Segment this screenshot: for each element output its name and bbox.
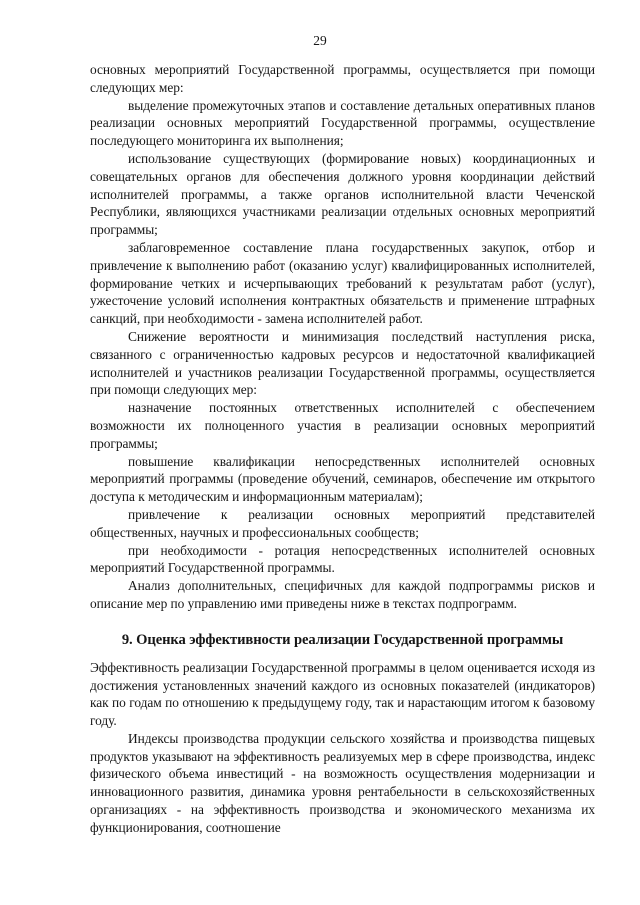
paragraph-continuation: основных мероприятий Государственной программы, осуществляется при помощи следующих мер: — [90, 62, 595, 95]
paragraph-efficiency-indices: Индексы производства продукции сельского хозяйства и производства пищевых продуктов указывают на эффективность реализуемых мер в сфере производства, индекс физического объема инвестиций - на возможность осуществления модернизации и инновационного развития, динамика уровня рентабельности в сельскохозяйственных организациях - на эффективность производства и экономического механизма их функционирования, соотношение — [90, 730, 595, 835]
paragraph-measure-stages: выделение промежуточных этапов и составление детальных оперативных планов реализации основных мероприятий Государственной программы, осуществление последующего мониторинга их выполнения; — [90, 97, 595, 149]
paragraph-measure-qualification: повышение квалификации непосредственных исполнителей основных мероприятий программы (проведение обучений, семинаров, обеспечение им открытого доступа к методическим и информационным материалам); — [90, 453, 595, 505]
paragraph-measure-coordination: использование существующих (формирование новых) координационных и совещательных органов для обеспечения должного уровня координации действий исполнителей программы, а также органов исполнительной власти Чеченской Республики, являющихся участниками реализации отдельных основных мероприятий программы; — [90, 150, 595, 238]
document-body — [90, 61, 595, 837]
paragraph-risk-analysis: Анализ дополнительных, специфичных для каждой подпрограммы рисков и описание мер по управлению ими приведены ниже в текстах подпрограмм. — [90, 578, 595, 611]
page-number: 29 — [313, 33, 327, 48]
paragraph-efficiency-overview: Эффективность реализации Государственной программы в целом оценивается исходя из достижения установленных значений каждого из основных показателей (индикаторов) как по годам по отношению к предыдущему году, так и нарастающим итогом к базовому году. — [90, 659, 595, 729]
paragraph-measure-rotation: при необходимости - ротация непосредственных исполнителей основных мероприятий Государственной программы. — [90, 542, 595, 576]
paragraph-staff-risk: Снижение вероятности и минимизация последствий наступления риска, связанного с ограниченностью кадровых ресурсов и недостаточной квалификацией исполнителей и участников реализации Государственной программы, осуществляется при помощи следующих мер: — [90, 328, 595, 398]
paragraph-measure-communities: привлечение к реализации основных мероприятий представителей общественных, научных и профессиональных сообществ; — [90, 506, 595, 540]
paragraph-measure-procurement: заблаговременное составление плана государственных закупок, отбор и привлечение к выполнению работ (оказанию услуг) квалифицированных исполнителей, формирование четких и исчерпывающих требований к результатам работ (услуг), ужесточение условий исполнения контрактных обязательств и применение штрафных санкций, при необходимости - замена исполнителей работ. — [90, 239, 595, 327]
section-heading: 9. Оценка эффективности реализации Государственной программы — [121, 631, 564, 648]
paragraph-measure-responsible: назначение постоянных ответственных исполнителей с обеспечением возможности их полноценного участия в реализации основных мероприятий программы; — [90, 400, 595, 451]
